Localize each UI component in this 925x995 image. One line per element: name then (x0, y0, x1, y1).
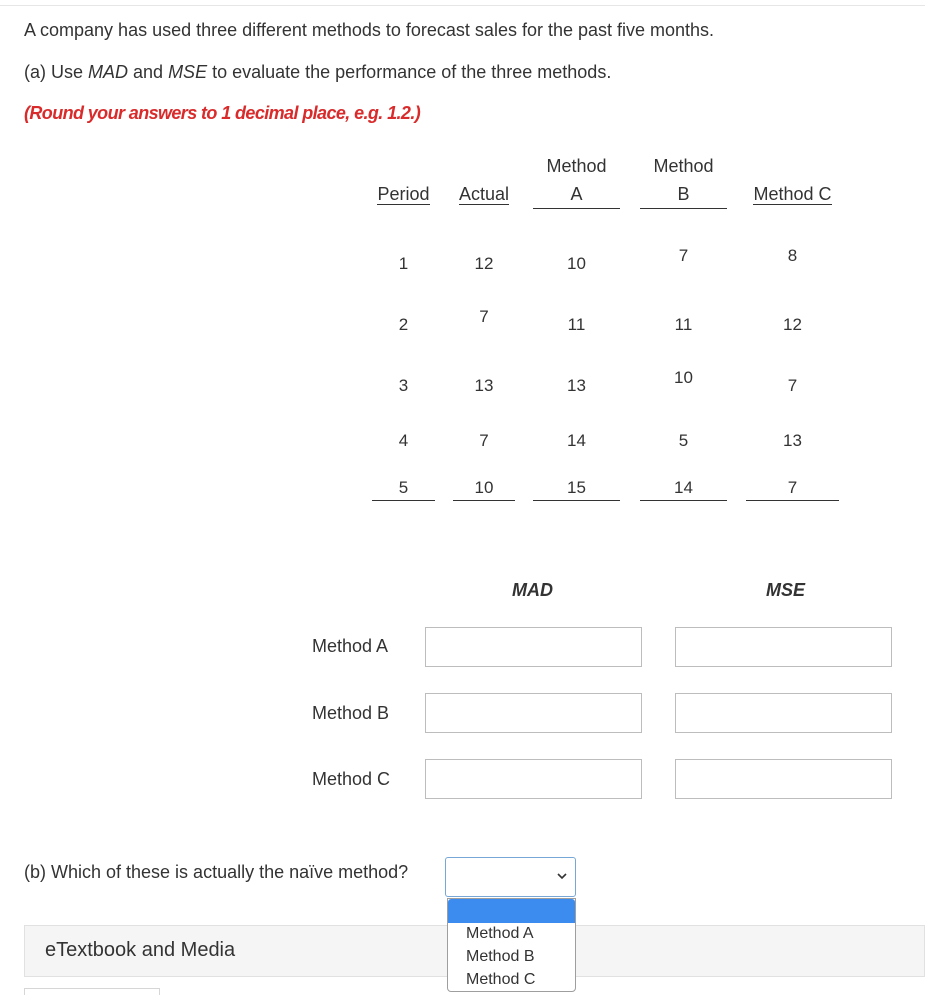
mse-input-method-b[interactable] (675, 693, 892, 733)
cell-actual-1: 12 (474, 254, 494, 273)
cell-method-b-3: 10 (674, 368, 693, 387)
bottom-tab[interactable] (24, 988, 160, 995)
cell-method-b-4: 5 (678, 431, 689, 450)
cell-method-a-5: 15 (567, 478, 586, 497)
cell-method-b-2: 11 (674, 315, 693, 334)
dropdown-highlighted-option[interactable] (448, 899, 575, 923)
mad-input-method-c[interactable] (425, 759, 642, 799)
mse-input-method-c[interactable] (675, 759, 892, 799)
part-a-instructions: (a) Use MAD and MSE to evaluate the performance of the three methods. (24, 62, 612, 82)
intro-text: A company has used three different methods to forecast sales for the past five months. (24, 20, 715, 40)
cell-actual-2: 7 (479, 307, 489, 326)
cell-method-a-2: 11 (567, 315, 586, 334)
table-bottom-rule-method-b (640, 500, 727, 501)
cell-method-c-5: 7 (787, 478, 798, 497)
dropdown-option-method-a[interactable]: Method A (466, 925, 534, 942)
chevron-down-icon (557, 872, 567, 880)
header-method-c: Method C (753, 184, 832, 204)
table-bottom-rule-actual (453, 500, 515, 501)
cell-period-3: 3 (398, 376, 409, 395)
dropdown-option-method-b[interactable]: Method B (466, 948, 535, 965)
cell-period-2: 2 (398, 315, 409, 334)
part-b-question: (b) Which of these is actually the naïve method? (24, 862, 409, 882)
cell-method-b-1: 7 (678, 246, 689, 265)
header-actual: Actual (458, 184, 510, 204)
etextbook-label: eTextbook and Media (45, 939, 236, 961)
answer-row-label-b: Method B (312, 703, 390, 723)
header-period: Period (377, 184, 430, 204)
cell-method-c-1: 8 (787, 246, 798, 265)
header-method-b: Method B (640, 152, 727, 209)
naive-method-select[interactable] (445, 857, 576, 897)
cell-period-5: 5 (398, 478, 409, 497)
cell-actual-4: 7 (479, 431, 489, 450)
top-divider (0, 5, 925, 6)
table-bottom-rule-method-a (533, 500, 620, 501)
mad-input-method-b[interactable] (425, 693, 642, 733)
answer-row-label-a: Method A (312, 636, 389, 656)
rounding-note: (Round your answers to 1 decimal place, e.g. 1.2.) (24, 103, 421, 123)
cell-method-b-5: 14 (674, 478, 693, 497)
cell-actual-3: 13 (474, 376, 494, 395)
cell-method-c-3: 7 (787, 376, 798, 395)
cell-method-c-4: 13 (783, 431, 802, 450)
cell-method-a-1: 10 (567, 254, 586, 273)
mad-input-method-a[interactable] (425, 627, 642, 667)
cell-method-a-3: 13 (567, 376, 586, 395)
naive-method-dropdown-list[interactable] (447, 898, 576, 992)
cell-actual-5: 10 (474, 478, 494, 497)
cell-method-c-2: 12 (783, 315, 802, 334)
cell-period-1: 1 (398, 254, 409, 273)
mad-column-header: MAD (512, 580, 553, 600)
mse-input-method-a[interactable] (675, 627, 892, 667)
table-bottom-rule-method-c (746, 500, 839, 501)
cell-method-a-4: 14 (567, 431, 586, 450)
header-method-a: Method A (533, 152, 620, 209)
cell-period-4: 4 (398, 431, 409, 450)
table-bottom-rule-period (372, 500, 435, 501)
mse-column-header: MSE (766, 580, 806, 600)
answer-row-label-c: Method C (312, 769, 391, 789)
dropdown-option-method-c[interactable]: Method C (466, 971, 536, 988)
